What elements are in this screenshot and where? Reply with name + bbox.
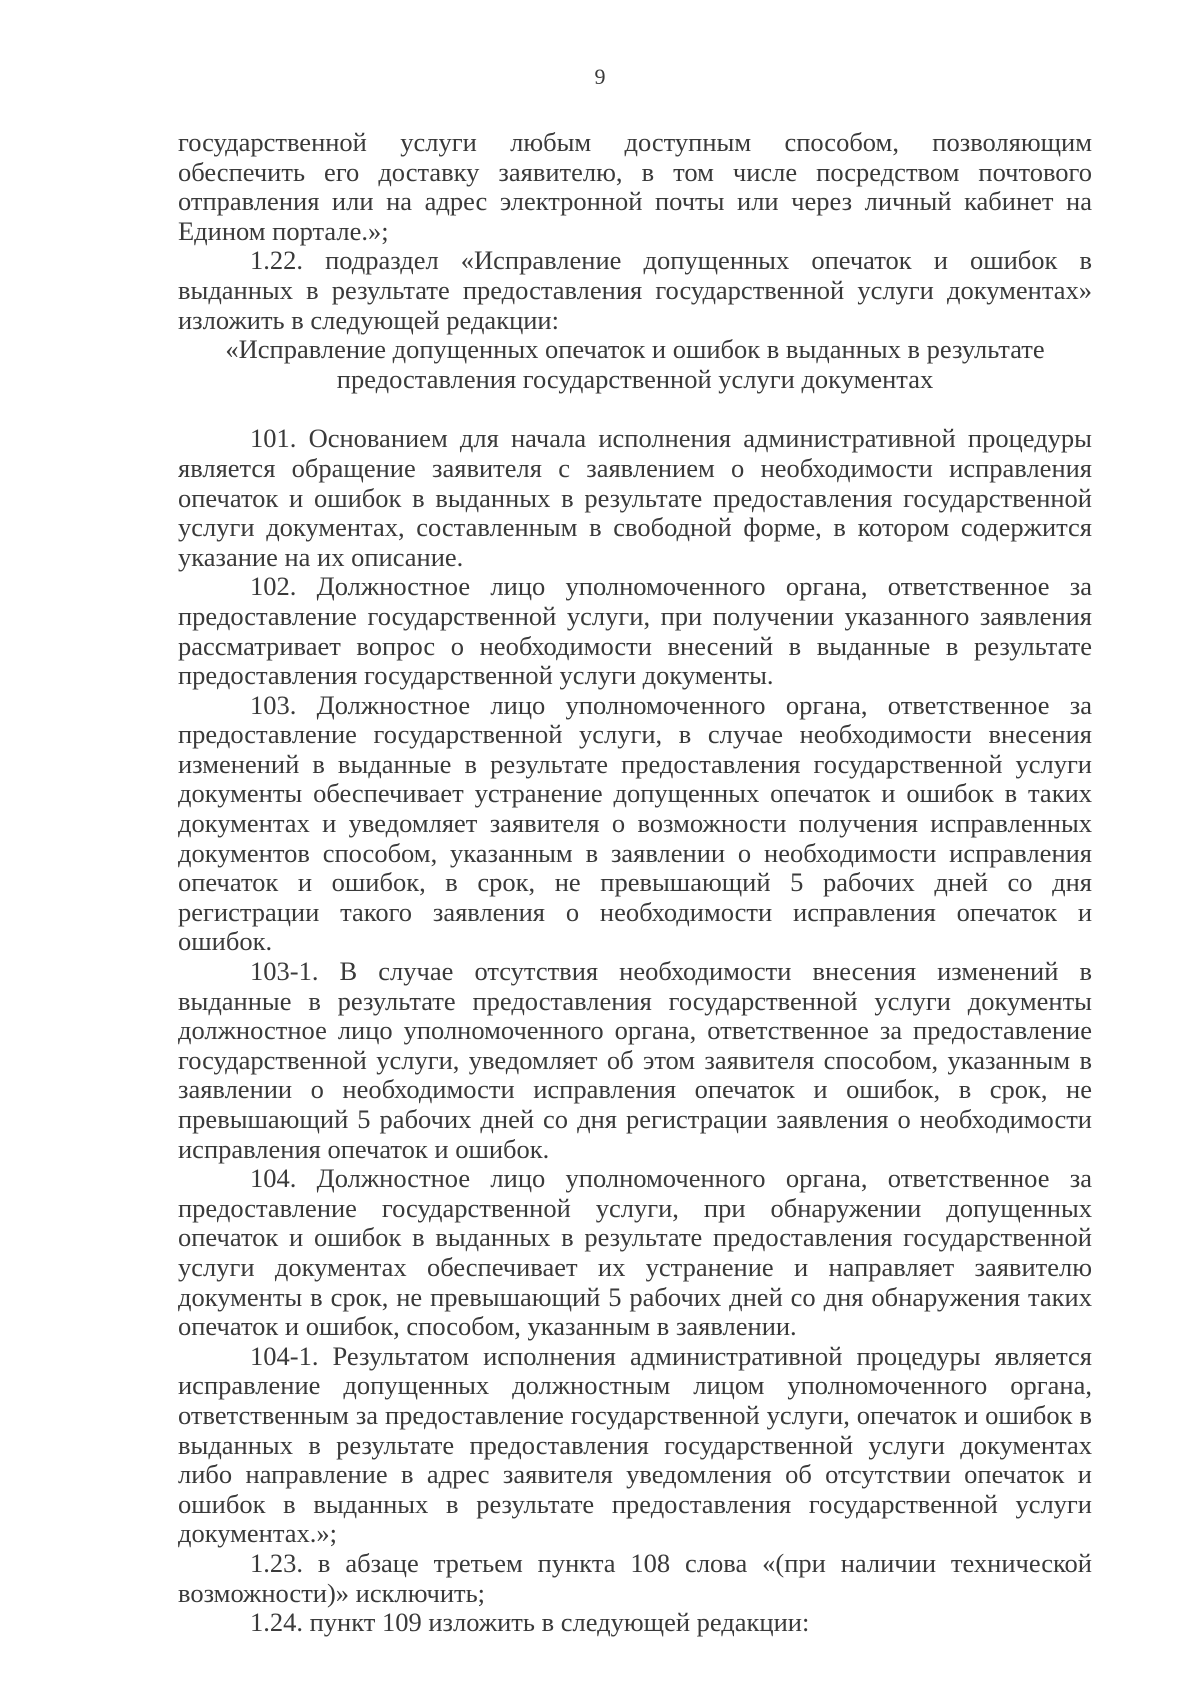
spacer (178, 394, 1092, 424)
paragraph-103-1: 103-1. В случае отсутствия необходимости внесения изменений в выданные в результате предоставления государственной услуги документы должностное лицо уполномоченного органа, ответственное за предоставление государственной услуги, уведомляет об этом заявителя способом, указанным в заявлении о необходимости исправления опечаток и ошибок, в срок, не превышающий 5 рабочих дней со дня регистрации заявления о необходимости исправления опечаток и ошибок. (178, 956, 1092, 1164)
document-body (178, 128, 1092, 1638)
subsection-title: «Исправление допущенных опечаток и ошибок в выданных в результате предоставления государственной услуги документах (225, 334, 1045, 394)
paragraph-continuation: государственной услуги любым доступным способом, позволяющим обеспечить его доставку заявителю, в том числе посредством почтового отправления или на адрес электронной почты или через личный кабинет на Едином портале.»; (178, 127, 1092, 246)
page-number: 9 (594, 64, 606, 89)
paragraph-103: 103. Должностное лицо уполномоченного органа, ответственное за предоставление государственной услуги, в случае необходимости внесения изменений в выданные в результате предоставления государственной услуги документы обеспечивает устранение допущенных опечаток и ошибок в таких документах и уведомляет заявителя о возможности получения исправленных документов способом, указанным в заявлении о необходимости исправления опечаток и ошибок, в срок, не превышающий 5 рабочих дней со дня регистрации такого заявления о необходимости исправления опечаток и ошибок. (178, 689, 1092, 957)
paragraph-1-24: 1.24. пункт 109 изложить в следующей редакции: (250, 1607, 810, 1638)
paragraph-101: 101. Основанием для начала исполнения административной процедуры является обращение заявителя с заявлением о необходимости исправления опечаток и ошибок в выданных в результате предоставления государственной услуги документах, составленным в свободной форме, в котором содержится указание на их описание. (178, 423, 1092, 572)
paragraph-1-22: 1.22. подраздел «Исправление допущенных опечаток и ошибок в выданных в результате предоставления государственной услуги документах» изложить в следующей редакции: (178, 245, 1092, 335)
paragraph-104: 104. Должностное лицо уполномоченного органа, ответственное за предоставление государственной услуги, при обнаружении допущенных опечаток и ошибок в выданных в результате предоставления государственной услуги документах обеспечивает их устранение и направляет заявителю документы в срок, не превышающий 5 рабочих дней со дня обнаружения таких опечаток и ошибок, способом, указанным в заявлении. (178, 1163, 1092, 1342)
paragraph-102: 102. Должностное лицо уполномоченного органа, ответственное за предоставление государственной услуги, при получении указанного заявления рассматривает вопрос о необходимости внесений в выданные в результате предоставления государственной услуги документы. (178, 571, 1092, 691)
paragraph-104-1: 104-1. Результатом исполнения административной процедуры является исправление допущенных должностным лицом уполномоченного органа, ответственным за предоставление государственной услуги, опечаток и ошибок в выданных в результате предоставления государственной услуги документах либо направление в адрес заявителя уведомления об отсутствии опечаток и ошибок в выданных в результате предоставления государственной услуги документах.»; (178, 1340, 1092, 1549)
paragraph-1-23: 1.23. в абзаце третьем пункта 108 слова «(при наличии технической возможности)» исключить; (178, 1547, 1092, 1608)
